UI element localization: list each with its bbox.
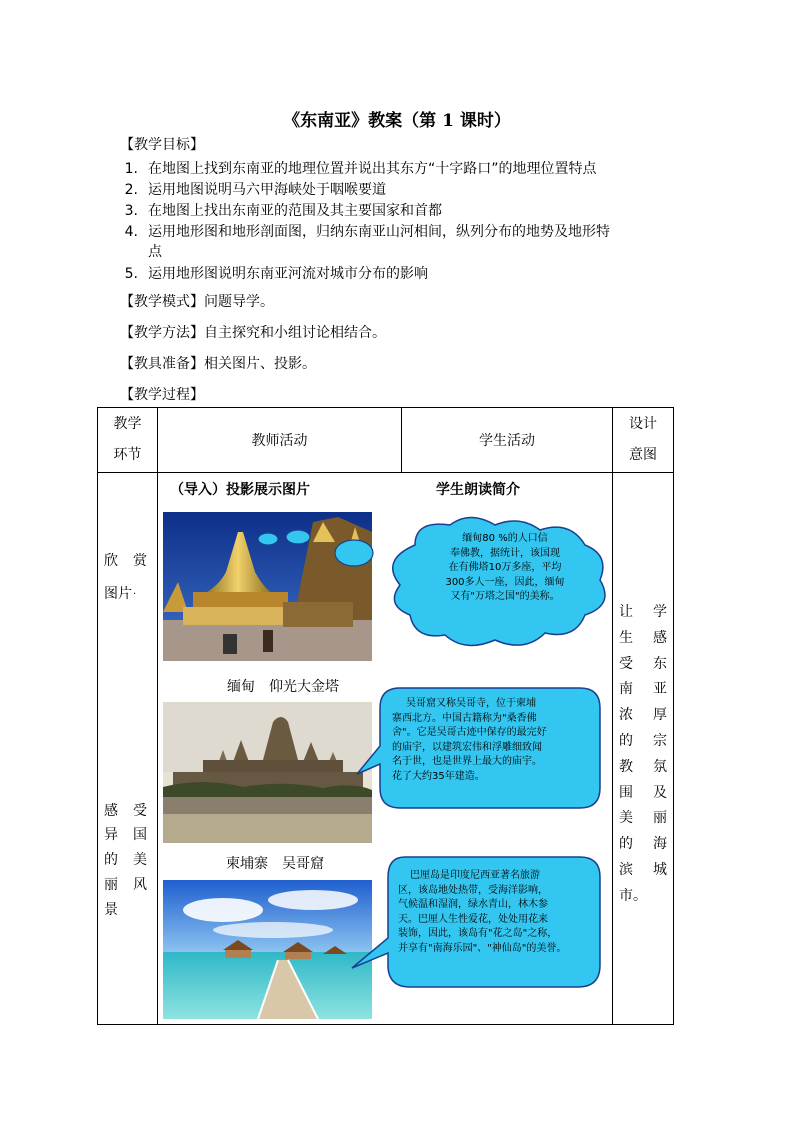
stage-1-char: 图片 bbox=[104, 586, 132, 602]
stage-2-char: 的 bbox=[104, 852, 118, 868]
teaching-process: 【教学过程】 bbox=[120, 387, 204, 403]
stage-1-char: . bbox=[133, 586, 137, 597]
page-title: 《东南亚》教案（第 1 课时） bbox=[283, 111, 511, 131]
design-intent-text: 让 学 生 感 受 东 南 亚 浓 厚 的 宗 教 氛 围 及 美 丽 的 海 滨 城 市。 bbox=[619, 604, 667, 904]
table-header-row bbox=[98, 408, 674, 473]
teaching-mode: 【教学模式】问题导学。 bbox=[120, 294, 274, 310]
stage-1-char: 赏 bbox=[133, 553, 147, 569]
stage-2-char: 受 bbox=[133, 803, 147, 819]
intro-student: 学生朗读简介 bbox=[436, 482, 520, 498]
stage-2-char: 感 bbox=[104, 803, 118, 819]
caption-pagoda: 缅甸 仰光大金塔 bbox=[227, 679, 339, 695]
cloud-text: 缅甸80 %的人口信 奉佛教，据统计，该国现 在有佛塔10万多座，平均 300多人一座，因此，缅甸 又有"万塔之国"的美称。 bbox=[445, 533, 565, 602]
bubble-text: 巴厘岛是印度尼西亚著名旅游 区，该岛地处热带，受海洋影响， 气候温和湿润，绿水青山，林木参 天。巴厘人生性爱花，处处用花来 装饰，因此，该岛有"花之岛"之称， 并享有"南海乐园"、"神仙岛"的美誉。 bbox=[398, 870, 567, 954]
bubble-text: 吴哥窟又称吴哥寺，位于柬埔 寨西北方。中国古籍称为"桑香佛 舍"。它是吴哥古迹中保存的最完好 的庙宇，以建筑宏伟和浮雕细致闻 名于世，也是世界上最大的庙宇。 花了大约35年建造。 bbox=[392, 698, 547, 782]
stage-2-char: 美 bbox=[133, 852, 147, 868]
header-teacher-activity: 教师活动 bbox=[158, 408, 402, 473]
caption-angkor: 柬埔寨 吴哥窟 bbox=[226, 856, 324, 872]
stage-2-char: 丽 bbox=[104, 877, 118, 893]
stage-2-char: 国 bbox=[133, 827, 147, 843]
teaching-prep: 【教具准备】相关图片、投影。 bbox=[120, 356, 316, 372]
stage-2-char: 异 bbox=[104, 827, 118, 843]
header-design-intent: 设计 意图 bbox=[613, 408, 674, 473]
teaching-method: 【教学方法】自主探究和小组讨论相结合。 bbox=[120, 325, 386, 341]
intro-teacher: （导入）投影展示图片 bbox=[170, 482, 310, 498]
header-student-activity: 学生活动 bbox=[402, 408, 613, 473]
stage-2-char: 景 bbox=[104, 902, 118, 918]
angkor-photo bbox=[163, 702, 372, 843]
objectives-heading: 【教学目标】 bbox=[120, 137, 204, 153]
stage-2-char: 风 bbox=[133, 877, 147, 893]
header-stage: 教学 环节 bbox=[98, 408, 158, 473]
stage-1-char: 欣 bbox=[104, 553, 118, 569]
bali-photo bbox=[163, 880, 372, 1019]
